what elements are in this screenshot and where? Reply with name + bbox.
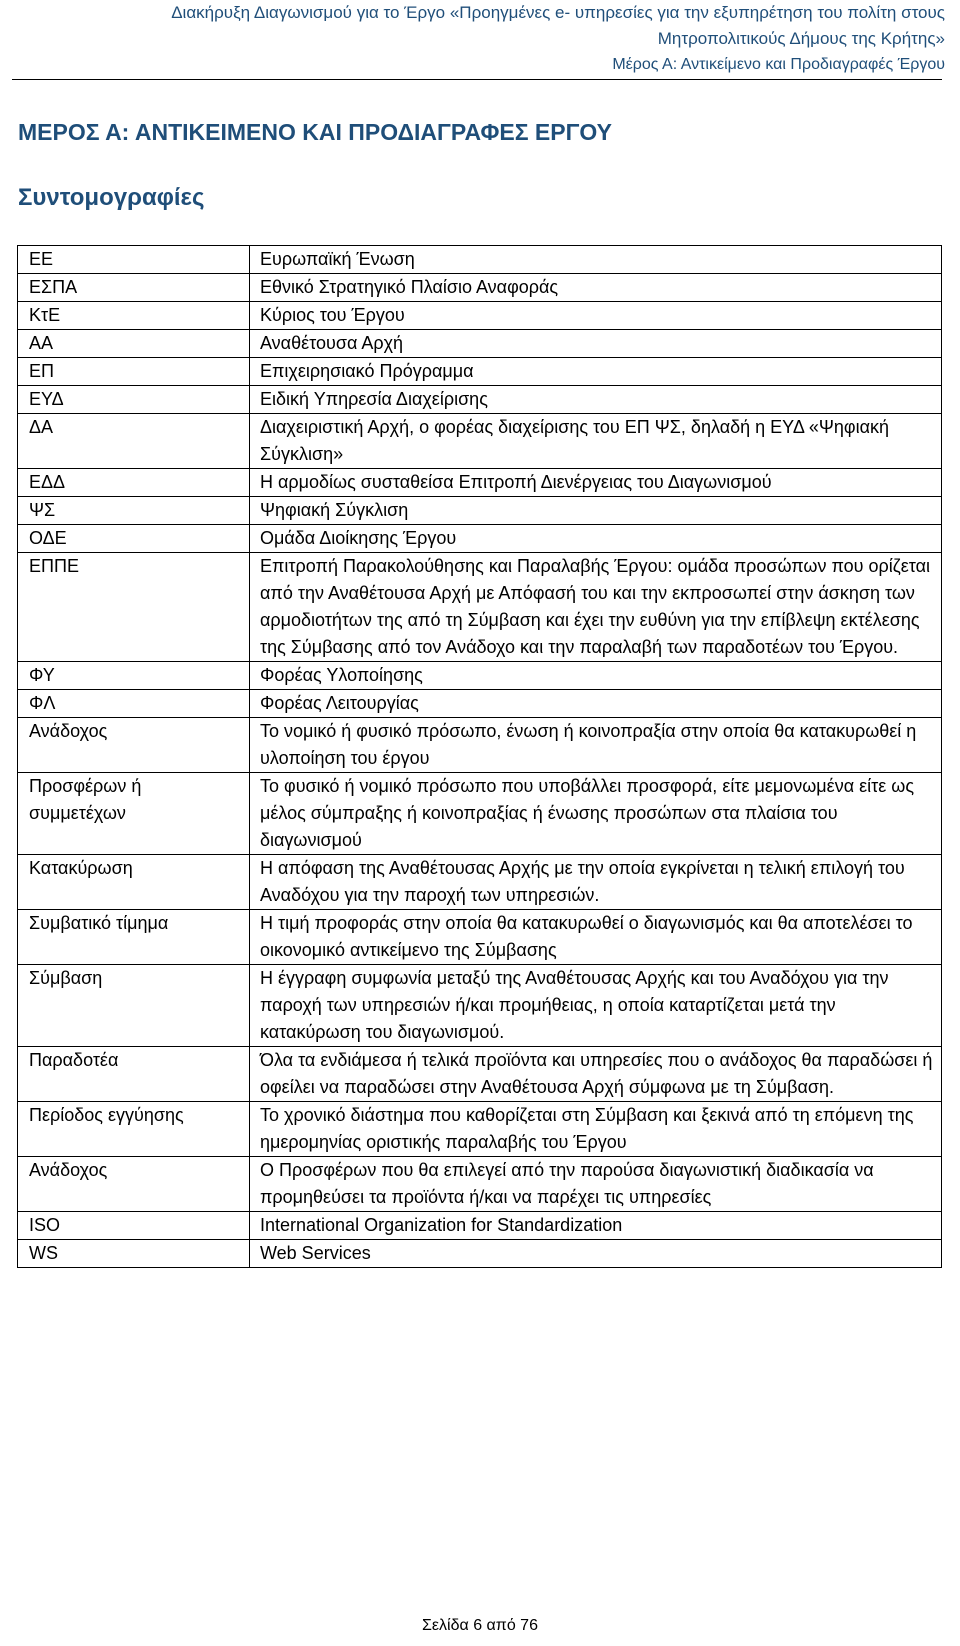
abbreviation-term: ΔΑ xyxy=(18,414,250,469)
table-row xyxy=(18,855,942,910)
abbreviation-definition: Αναθέτουσα Αρχή xyxy=(250,330,942,358)
table-row xyxy=(18,302,942,330)
abbreviation-term: ΕΠ xyxy=(18,358,250,386)
page-header xyxy=(0,0,945,78)
abbreviation-definition: Η τιμή προφοράς στην οποία θα κατακυρωθεί ο διαγωνισμός και θα αποτελέσει το οικονομικό αντικείμενο της Σύμβασης xyxy=(250,910,942,965)
table-row xyxy=(18,358,942,386)
abbreviation-term: Παραδοτέα xyxy=(18,1047,250,1102)
abbreviation-term: ΕΕ xyxy=(18,246,250,274)
table-row xyxy=(18,1157,942,1212)
abbreviation-definition: Η αρμοδίως συσταθείσα Επιτροπή Διενέργειας του Διαγωνισμού xyxy=(250,469,942,497)
abbreviation-definition: Το φυσικό ή νομικό πρόσωπο που υποβάλλει προσφορά, είτε μεμονωμένα είτε ως μέλος σύμπραξης ή κοινοπραξίας ή ένωσης προσώπων στα πλαίσια του διαγωνισμού xyxy=(250,773,942,855)
abbreviation-term: ΚτΕ xyxy=(18,302,250,330)
abbreviation-term: ΟΔΕ xyxy=(18,525,250,553)
abbreviation-definition: Εθνικό Στρατηγικό Πλαίσιο Αναφοράς xyxy=(250,274,942,302)
table-row xyxy=(18,1102,942,1157)
abbreviation-definition: Διαχειριστική Αρχή, ο φορέας διαχείρισης του ΕΠ ΨΣ, δηλαδή η ΕΥΔ «Ψηφιακή Σύγκλιση» xyxy=(250,414,942,469)
abbreviation-definition: Επιχειρησιακό Πρόγραμμα xyxy=(250,358,942,386)
table-row xyxy=(18,690,942,718)
abbreviation-definition: Το νομικό ή φυσικό πρόσωπο, ένωση ή κοινοπραξία στην οποία θα κατακυρωθεί η υλοποίηση του έργου xyxy=(250,718,942,773)
table-row xyxy=(18,414,942,469)
abbreviation-term: ΑΑ xyxy=(18,330,250,358)
table-row xyxy=(18,910,942,965)
section-title: ΜΕΡΟΣ Α: ΑΝΤΙΚΕΙΜΕΝΟ ΚΑΙ ΠΡΟΔΙΑΓΡΑΦΕΣ ΕΡΓΟΥ xyxy=(18,119,612,145)
header-divider xyxy=(12,79,942,80)
abbreviation-term: ΦΥ xyxy=(18,662,250,690)
abbreviation-term: Ανάδοχος xyxy=(18,1157,250,1212)
table-row xyxy=(18,1240,942,1268)
abbreviation-term: ΨΣ xyxy=(18,497,250,525)
abbreviation-definition: Το χρονικό διάστημα που καθορίζεται στη Σύμβαση και ξεκινά από τη επόμενη της ημερομηνίας οριστικής παραλαβής του Έργου xyxy=(250,1102,942,1157)
abbreviation-term: WS xyxy=(18,1240,250,1268)
abbreviation-definition: Επιτροπή Παρακολούθησης και Παραλαβής Έργου: ομάδα προσώπων που ορίζεται από την Αναθέτουσα Αρχή με Απόφασή του και την εκπροσωπεί στην άσκηση των αρμοδιοτήτων της από τη Σύμβαση και έχει την ευθύνη για την επίβλεψη εκτέλεσης της Σύμβασης από τον Ανάδοχο και την παραλαβή των παραδοτέων του Έργου. xyxy=(250,553,942,662)
abbreviation-definition: Η έγγραφη συμφωνία μεταξύ της Αναθέτουσας Αρχής και του Αναδόχου για την παροχή των υπηρεσιών ή/και προμήθειας, η οποία καταρτίζεται μετά την κατακύρωση του διαγωνισμού. xyxy=(250,965,942,1047)
table-row xyxy=(18,1047,942,1102)
abbreviation-term: Ανάδοχος xyxy=(18,718,250,773)
abbreviation-term: Κατακύρωση xyxy=(18,855,250,910)
table-row xyxy=(18,553,942,662)
table-row xyxy=(18,1212,942,1240)
abbreviation-term: ΦΛ xyxy=(18,690,250,718)
header-line-3: Μέρος Α: Αντικείμενο και Προδιαγραφές Έργου xyxy=(612,56,945,73)
abbreviation-term: Σύμβαση xyxy=(18,965,250,1047)
abbreviation-definition: Ευρωπαϊκή Ένωση xyxy=(250,246,942,274)
table-row xyxy=(18,386,942,414)
abbreviation-definition: Ομάδα Διοίκησης Έργου xyxy=(250,525,942,553)
abbreviation-definition: Όλα τα ενδιάμεσα ή τελικά προϊόντα και υπηρεσίες που ο ανάδοχος θα παραδώσει ή οφείλει να παραδώσει στην Αναθέτουσα Αρχή σύμφωνα με τη Σύμβαση. xyxy=(250,1047,942,1102)
abbreviation-definition: Η απόφαση της Αναθέτουσας Αρχής με την οποία εγκρίνεται η τελική επιλογή του Αναδόχου για την παροχή των υπηρεσιών. xyxy=(250,855,942,910)
abbreviation-definition: Φορέας Υλοποίησης xyxy=(250,662,942,690)
table-row xyxy=(18,274,942,302)
abbreviation-term: ΕΥΔ xyxy=(18,386,250,414)
abbreviation-definition: Ειδική Υπηρεσία Διαχείρισης xyxy=(250,386,942,414)
header-line-1: Διακήρυξη Διαγωνισμού για το Έργο «Προηγμένες e- υπηρεσίες για την εξυπηρέτηση του πολίτη στους xyxy=(171,3,945,22)
table-row xyxy=(18,246,942,274)
abbreviation-term: Προσφέρων ή συμμετέχων xyxy=(18,773,250,855)
table-row xyxy=(18,330,942,358)
abbreviation-term: ΕΣΠΑ xyxy=(18,274,250,302)
abbreviation-definition: Φορέας Λειτουργίας xyxy=(250,690,942,718)
abbreviation-definition: Web Services xyxy=(250,1240,942,1268)
abbreviation-term: ΕΠΠΕ xyxy=(18,553,250,662)
table-row xyxy=(18,662,942,690)
abbreviation-definition: Ψηφιακή Σύγκλιση xyxy=(250,497,942,525)
table-row xyxy=(18,965,942,1047)
table-row xyxy=(18,469,942,497)
table-row xyxy=(18,773,942,855)
page-footer: Σελίδα 6 από 76 xyxy=(422,1617,538,1634)
abbreviation-term: Περίοδος εγγύησης xyxy=(18,1102,250,1157)
header-line-2: Μητροπολιτικούς Δήμους της Κρήτης» xyxy=(657,29,945,48)
table-row xyxy=(18,525,942,553)
abbreviation-definition: International Organization for Standardization xyxy=(250,1212,942,1240)
table-row xyxy=(18,497,942,525)
abbreviation-term: Συμβατικό τίμημα xyxy=(18,910,250,965)
abbreviations-table xyxy=(17,245,942,1268)
table-row xyxy=(18,718,942,773)
abbreviation-definition: Κύριος του Έργου xyxy=(250,302,942,330)
abbreviation-definition: Ο Προσφέρων που θα επιλεγεί από την παρούσα διαγωνιστική διαδικασία να προμηθεύσει τα προϊόντα ή/και να παρέχει τις υπηρεσίες xyxy=(250,1157,942,1212)
abbreviation-term: ΕΔΔ xyxy=(18,469,250,497)
abbreviation-term: ISO xyxy=(18,1212,250,1240)
subsection-title: Συντομογραφίες xyxy=(18,184,205,211)
